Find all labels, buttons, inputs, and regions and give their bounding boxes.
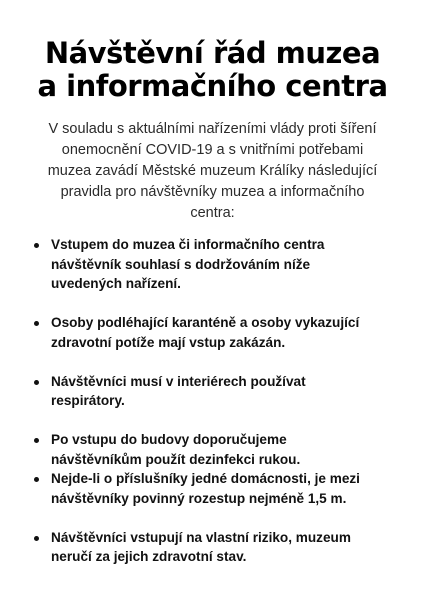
rules-list: [34, 235, 409, 567]
rule-text: návštěvníky povinný rozestup nejméně 1,5 m.: [51, 490, 347, 506]
rule-item: [34, 430, 409, 469]
rule-text: Vstupem do muzea či informačního centra: [51, 237, 325, 252]
intro-line-4: pravidla pro návštěvníky muzea a informačního: [60, 184, 365, 200]
intro-line-1: V souladu s aktuálními nařízeními vlády proti šíření: [48, 121, 377, 137]
rule-text: Nejde-li o příslušníky jedné domácnosti, je mezi: [51, 471, 360, 486]
rule-text: Osoby podléhající karanténě a osoby vykazující: [51, 315, 360, 330]
bullet-icon: [34, 438, 39, 443]
rule-text: Po vstupu do budovy doporučujeme: [51, 432, 287, 447]
intro-line-5: centra:: [190, 205, 235, 221]
rule-text: zdravotní potíže mají vstup zakázán.: [51, 334, 286, 350]
rule-text: uvedených nařízení.: [51, 276, 181, 291]
rule-item: [34, 528, 409, 567]
title-line-1: Návštěvní řád muzea: [44, 36, 381, 70]
bullet-icon: [34, 536, 39, 541]
rule-text: Návštěvníci musí v interiérech používat: [51, 373, 306, 389]
rule-item: [34, 469, 409, 508]
page-title: [0, 37, 425, 103]
rule-text: respirátory.: [51, 393, 125, 408]
intro-paragraph: [24, 119, 401, 224]
rule-item: [34, 235, 409, 294]
rule-text: neručí za jejich zdravotní stav.: [51, 549, 247, 564]
bullet-icon: [34, 380, 39, 385]
title-line-2: a informačního centra: [37, 69, 388, 103]
rule-text: návštěvníkům použít dezinfekci rukou.: [51, 451, 301, 467]
bullet-icon: [34, 477, 39, 482]
bullet-icon: [34, 321, 39, 326]
rule-item: [34, 313, 409, 352]
bullet-icon: [34, 243, 39, 248]
rule-text: návštěvník souhlasí s dodržováním níže: [51, 256, 311, 272]
rule-item: [34, 372, 409, 411]
intro-line-3: muzea zavádí Městské muzeum Králíky následující: [47, 163, 378, 179]
intro-line-2: onemocnění COVID-19 a s vnitřními potřebami: [61, 142, 364, 158]
rule-text: Návštěvníci vstupují na vlastní riziko, muzeum: [51, 529, 351, 545]
